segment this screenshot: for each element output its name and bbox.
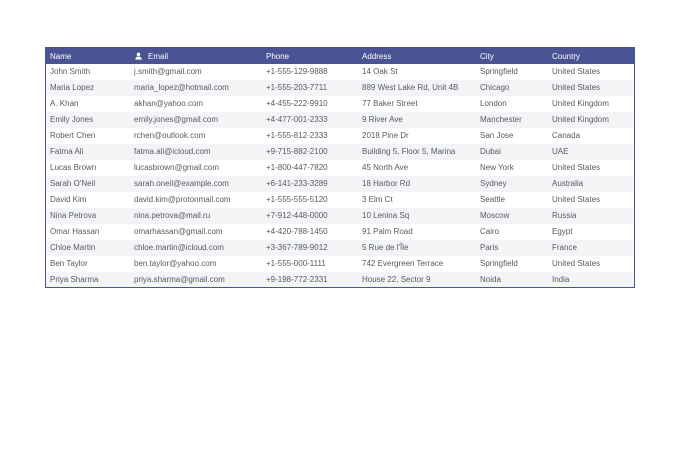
column-header-country[interactable]: Country	[552, 51, 581, 61]
cell-email: ben.taylor@yahoo.com	[134, 259, 217, 268]
cell-country: Australia	[552, 179, 584, 188]
cell-address: 9 River Ave	[362, 115, 403, 124]
table-row[interactable]	[46, 176, 635, 192]
cell-address: 742 Evergreen Terrace	[362, 259, 444, 268]
cell-email: omarhassan@gmail.com	[134, 227, 223, 236]
cell-phone: +1-800-447-7820	[266, 163, 328, 172]
cell-country: France	[552, 243, 577, 252]
cell-name: Nina Petrova	[50, 211, 97, 220]
user-icon	[134, 52, 143, 60]
cell-phone: +1-555-812-2333	[266, 131, 328, 140]
cell-city: Cairo	[480, 227, 500, 236]
cell-name: John Smith	[50, 67, 91, 76]
cell-country: India	[552, 275, 570, 284]
cell-country: United States	[552, 83, 601, 92]
cell-country: United States	[552, 67, 601, 76]
table-row[interactable]	[46, 64, 635, 80]
cell-country: United Kingdom	[552, 99, 609, 108]
cell-address: 45 North Ave	[362, 163, 409, 172]
column-header-name[interactable]: Name	[50, 51, 72, 61]
cell-address: 889 West Lake Rd, Unit 4B	[362, 83, 459, 92]
cell-phone: +9-715-882-2100	[266, 147, 328, 156]
table-row[interactable]	[46, 96, 635, 112]
table-body	[46, 64, 635, 288]
cell-address: 2018 Pine Dr	[362, 131, 409, 140]
cell-address: 14 Oak St	[362, 67, 398, 76]
cell-name: Omar Hassan	[50, 227, 100, 236]
cell-country: Russia	[552, 211, 577, 220]
table-row[interactable]	[46, 272, 635, 288]
cell-phone: +6-141-233-3289	[266, 179, 328, 188]
cell-phone: +1-555-555-5120	[266, 195, 328, 204]
cell-address: Building 5, Floor 5, Marina	[362, 147, 456, 156]
cell-name: Maria Lopez	[50, 83, 95, 92]
cell-phone: +9-198-772-2331	[266, 275, 328, 284]
table-row[interactable]	[46, 224, 635, 240]
cell-name: Chloe Martin	[50, 243, 96, 252]
contacts-table	[46, 48, 635, 288]
column-header-city[interactable]: City	[480, 51, 494, 61]
cell-email: emily.jones@gmail.com	[134, 115, 218, 124]
cell-city: Moscow	[480, 211, 510, 220]
cell-address: 5 Rue de l'Île	[362, 243, 409, 252]
cell-city: San Jose	[480, 131, 514, 140]
header-row	[46, 48, 635, 64]
table-row[interactable]	[46, 160, 635, 176]
cell-country: United States	[552, 259, 601, 268]
cell-country: Egypt	[552, 227, 573, 236]
cell-name: Robert Chen	[50, 131, 96, 140]
cell-name: Ben Taylor	[50, 259, 88, 268]
table-row[interactable]	[46, 192, 635, 208]
cell-city: Springfield	[480, 67, 518, 76]
cell-email: fatma.ali@icloud.com	[134, 147, 211, 156]
cell-city: Manchester	[480, 115, 522, 124]
cell-city: Seattle	[480, 195, 505, 204]
cell-city: New York	[480, 163, 514, 172]
cell-name: David Kim	[50, 195, 87, 204]
cell-country: United States	[552, 163, 601, 172]
cell-name: Priya Sharma	[50, 275, 99, 284]
cell-email: maria_lopez@hotmail.com	[134, 83, 229, 92]
cell-email: priya.sharma@gmail.com	[134, 275, 225, 284]
cell-name: Sarah O'Neil	[50, 179, 96, 188]
table-row[interactable]	[46, 240, 635, 256]
cell-country: UAE	[552, 147, 569, 156]
table-row[interactable]	[46, 144, 635, 160]
cell-city: Springfield	[480, 259, 518, 268]
cell-city: Dubai	[480, 147, 501, 156]
cell-email: rchen@outlook.com	[134, 131, 206, 140]
cell-name: Emily Jones	[50, 115, 94, 124]
cell-phone: +1-555-203-7711	[266, 83, 328, 92]
cell-email: akhan@yahoo.com	[134, 99, 204, 108]
cell-city: London	[480, 99, 507, 108]
cell-address: House 22, Sector 9	[362, 275, 431, 284]
table-row[interactable]	[46, 112, 635, 128]
table-row[interactable]	[46, 208, 635, 224]
cell-address: 3 Elm Ct	[362, 195, 393, 204]
cell-address: 10 Lenina Sq	[362, 211, 410, 220]
cell-name: Fatma Ali	[50, 147, 84, 156]
cell-email: nina.petrova@mail.ru	[134, 211, 211, 220]
cell-name: Lucas Brown	[50, 163, 97, 172]
cell-country: United Kingdom	[552, 115, 609, 124]
cell-name: A. Khan	[50, 99, 79, 108]
cell-country: Canada	[552, 131, 581, 140]
cell-city: Noida	[480, 275, 501, 284]
cell-email: lucasbrown@gmail.com	[134, 163, 220, 172]
table-row[interactable]	[46, 128, 635, 144]
column-header-email[interactable]	[130, 48, 262, 64]
cell-city: Paris	[480, 243, 499, 252]
cell-country: United States	[552, 195, 601, 204]
table-row[interactable]	[46, 80, 635, 96]
cell-phone: +1-555-129-9888	[266, 67, 328, 76]
table-row[interactable]	[46, 256, 635, 272]
column-header-address[interactable]: Address	[362, 51, 392, 61]
cell-email: david.kim@protonmail.com	[134, 195, 231, 204]
cell-email: chloe.martin@icloud.com	[134, 243, 224, 252]
cell-phone: +4-455-222-9910	[266, 99, 328, 108]
cell-address: 18 Harbor Rd	[362, 179, 411, 188]
cell-city: Sydney	[480, 179, 507, 188]
column-header-email-label: Email	[148, 51, 169, 61]
cell-address: 77 Baker Street	[362, 99, 418, 108]
cell-city: Chicago	[480, 83, 510, 92]
cell-phone: +3-367-789-9012	[266, 243, 328, 252]
cell-phone: +1-555-000-1111	[266, 259, 326, 268]
cell-email: j.smith@gmail.com	[134, 67, 202, 76]
cell-phone: +4-477-001-2333	[266, 115, 328, 124]
column-header-phone[interactable]: Phone	[266, 51, 290, 61]
cell-phone: +7-912-448-0000	[266, 211, 328, 220]
cell-phone: +4-420-788-1450	[266, 227, 328, 236]
contacts-table-container	[45, 47, 635, 288]
cell-address: 91 Palm Road	[362, 227, 413, 236]
cell-email: sarah.oneil@example.com	[134, 179, 229, 188]
table-header	[46, 48, 635, 64]
